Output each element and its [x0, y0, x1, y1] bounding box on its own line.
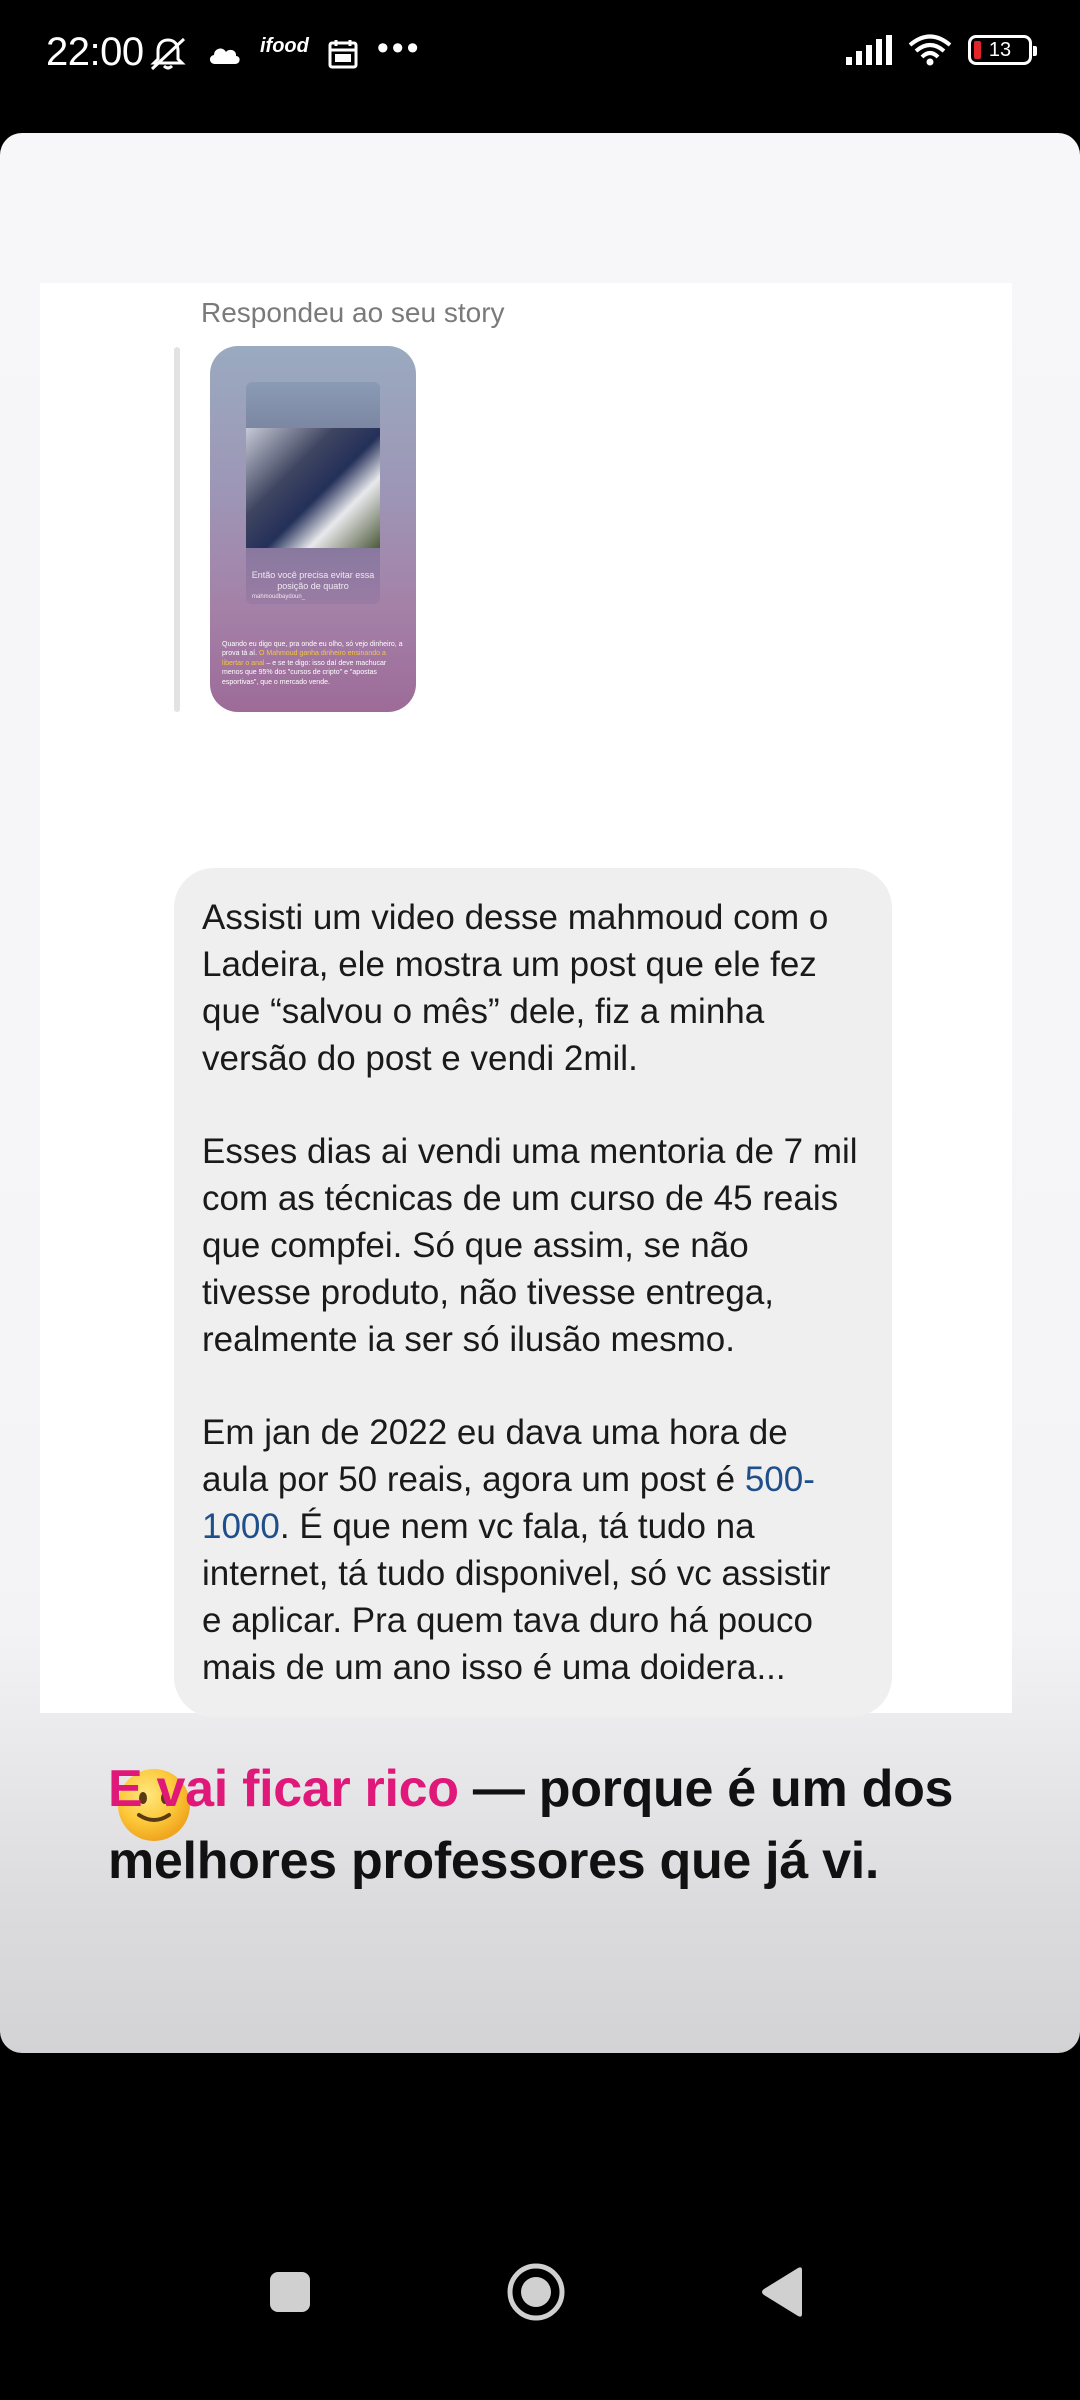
message-paragraph-1: Assisti um video desse mahmoud com o Ladeira, ele mostra um post que ele fez que “salvou o mês” dele, fiz a minha versão do post e vendi 2mil.	[202, 898, 829, 1078]
story-thumbnail-text-a: Quando eu digo que, pra onde eu olho, só vejo dinheiro, a prova tá aí.	[222, 641, 403, 658]
battery-level: 13	[988, 38, 1012, 61]
calendar-icon	[327, 38, 359, 70]
message-paragraph-3	[202, 1409, 858, 1691]
story-thumbnail-frame	[246, 382, 380, 604]
triangle-back-icon	[758, 2266, 806, 2318]
headline-accent: E vai ficar rico	[108, 1760, 459, 1818]
story-thumbnail-caption: Então você precisa evitar essa posição de quatro	[251, 570, 375, 591]
recents-button[interactable]	[250, 2252, 330, 2332]
message-bubble[interactable]	[174, 868, 892, 1717]
story-thumbnail-photo	[246, 428, 380, 548]
story-thumbnail-text-b: – e se te digo: isso daí deve machucar menos que 95% dos "cursos de cripto" e "apostas esportivas", que o mercado vende.	[222, 659, 387, 686]
back-button[interactable]	[742, 2252, 822, 2332]
system-icons	[844, 34, 1032, 66]
more-icon: •••	[376, 29, 422, 67]
headline-rest: — porque é um dos melhores professores que já vi.	[108, 1760, 954, 1890]
circle-icon	[506, 2262, 566, 2322]
reply-label: Respondeu ao seu story	[201, 297, 505, 328]
phone-number-link[interactable]: 500-1000	[202, 1460, 815, 1546]
home-button[interactable]	[496, 2252, 576, 2332]
ifood-icon: ifood	[260, 35, 309, 57]
story-headline	[108, 1753, 1048, 1897]
story-card	[0, 133, 1080, 2053]
battery-icon	[968, 35, 1032, 65]
signal-icon	[844, 35, 892, 65]
cloud-icon	[206, 40, 242, 68]
story-thumbnail-text-highlight: O Mahmoud ganha dinheiro ensinando a libertar o anal	[222, 650, 386, 667]
status-bar	[0, 0, 1080, 120]
battery-fill	[974, 41, 981, 59]
story-thumbnail[interactable]	[210, 346, 416, 712]
mute-icon	[148, 36, 188, 72]
message-paragraph-3-b: . É que nem vc fala, tá tudo na internet, tá tudo disponivel, só vc assistir e aplicar. Pra quem tava duro há pouco mais de um ano isso é uma doidera...	[202, 1507, 831, 1687]
message-paragraph-2: Esses dias ai vendi uma mentoria de 7 mil com as técnicas de um curso de 45 reais que compfei. Só que assim, se não tivesse produto, não tivesse entrega, realmente ia ser só ilusão mesmo.	[202, 1132, 858, 1359]
reply-quote-line	[174, 347, 180, 712]
dm-screenshot	[40, 283, 1012, 1713]
square-icon	[268, 2270, 312, 2314]
story-thumbnail-text	[222, 640, 404, 687]
wifi-icon	[908, 34, 952, 66]
story-thumbnail-username: mahmoudbaydoun_	[252, 594, 306, 600]
notification-icons	[148, 29, 422, 72]
message-paragraph-3-a: Em jan de 2022 eu dava uma hora de aula por 50 reais, agora um post é	[202, 1413, 788, 1499]
navigation-bar	[0, 2240, 1080, 2400]
clock: 22:00	[46, 30, 144, 74]
